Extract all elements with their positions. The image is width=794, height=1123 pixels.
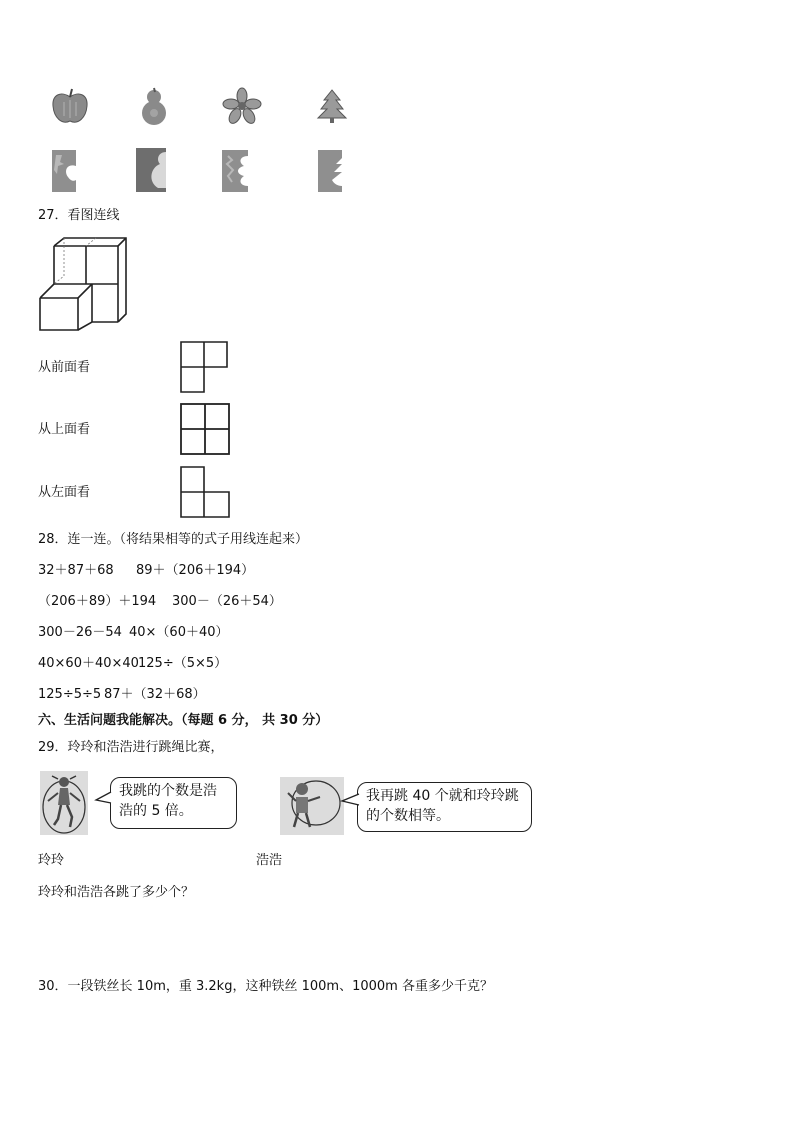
half-tree-icon <box>318 150 348 192</box>
girl-jumping-rope-icon <box>40 771 88 835</box>
cube-stack-diagram <box>38 236 130 332</box>
boy-jumping-rope-icon <box>280 777 344 835</box>
lingling-speech-bubble <box>110 777 237 829</box>
lingling-bubble-text: 我跳的个数是浩浩的 5 倍。 <box>119 783 217 819</box>
expr-left-2[interactable]: （206＋89）＋194 <box>38 594 157 609</box>
top-view-diagram[interactable] <box>179 402 231 456</box>
half-flower-icon <box>222 150 252 192</box>
question-28-title: 28．连一连。（将结果相等的式子用线连起来） <box>38 532 309 547</box>
flower-icon <box>222 88 262 124</box>
front-view-diagram[interactable] <box>179 340 229 394</box>
expr-right-4[interactable]: 125÷（5×5） <box>138 656 228 671</box>
question-29-title: 29．玲玲和浩浩进行跳绳比赛， <box>38 740 224 755</box>
tree-icon <box>316 88 348 124</box>
lingling-bubble-tail <box>94 790 112 806</box>
expr-right-1[interactable]: 89＋（206＋194） <box>136 563 255 578</box>
gourd-icon <box>138 88 170 126</box>
expr-right-3[interactable]: 40×（60＋40） <box>129 625 229 640</box>
expr-right-2[interactable]: 300－（26＋54） <box>172 594 282 609</box>
haohao-name: 浩浩 <box>256 853 283 868</box>
question-29-ask: 玲玲和浩浩各跳了多少个？ <box>38 885 195 900</box>
haohao-bubble-text: 我再跳 40 个就和玲玲跳的个数相等。 <box>366 788 519 824</box>
expr-left-1[interactable]: 32＋87＋68 <box>38 563 114 578</box>
left-view-diagram[interactable] <box>179 465 231 519</box>
half-apple-icon <box>52 150 84 192</box>
expr-left-4[interactable]: 40×60＋40×40 <box>38 656 139 671</box>
view-label-top: 从上面看 <box>38 422 91 437</box>
haohao-picture <box>280 777 344 835</box>
lingling-picture <box>40 771 88 835</box>
expr-left-5[interactable]: 125÷5÷5 <box>38 687 102 702</box>
view-label-left: 从左面看 <box>38 485 91 500</box>
section-6-heading: 六、生活问题我能解决。（每题 6 分， 共 30 分） <box>38 713 329 728</box>
question-30-title: 30．一段铁丝长 10m，重 3.2kg，这种铁丝 100m、1000m 各重多少千克？ <box>38 979 493 994</box>
apple-icon <box>50 88 90 126</box>
expr-left-3[interactable]: 300－26－54 <box>38 625 122 640</box>
expr-right-5[interactable]: 87＋（32＋68） <box>104 687 206 702</box>
question-27-title: 27．看图连线 <box>38 208 120 223</box>
lingling-name: 玲玲 <box>38 853 65 868</box>
half-gourd-icon <box>136 148 170 192</box>
haohao-bubble-tail <box>340 792 360 808</box>
view-label-front: 从前面看 <box>38 360 91 375</box>
haohao-speech-bubble <box>357 782 532 832</box>
